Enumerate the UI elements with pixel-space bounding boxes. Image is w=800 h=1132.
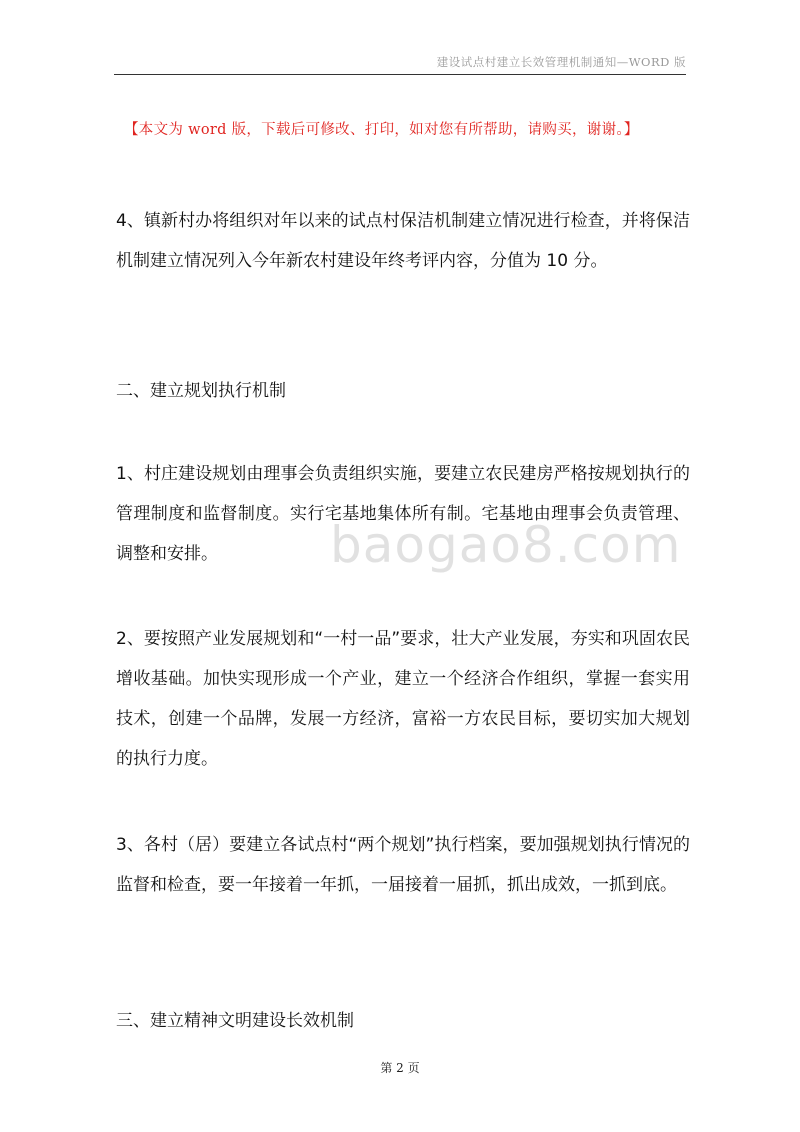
- page-number: 第 2 页: [380, 1061, 420, 1075]
- paragraph-industry-development: 2、要按照产业发展规划和“一村一品”要求，壮大产业发展，夯实和巩固农民增收基础。加快实现形成一个产业，建立一个经济合作组织，掌握一套实用技术，创建一个品牌，发展一方经济，富裕一方农民目标，要切实加大规划的执行力度。: [116, 629, 690, 769]
- page-header: [114, 52, 686, 75]
- header-title: 建设试点村建立长效管理机制通知—WORD 版: [436, 55, 686, 69]
- watermark: baogao8.com: [330, 516, 682, 574]
- download-notice: 【本文为 word 版，下载后可修改、打印，如对您有所帮助，请购买，谢谢。】: [124, 122, 639, 138]
- paragraph-cleaning-inspection: 4、镇新村办将组织对年以来的试点村保洁机制建立情况进行检查，并将保洁机制建立情况列入今年新农村建设年终考评内容，分值为 10 分。: [116, 211, 690, 271]
- section-heading-civilization: 三、建立精神文明建设长效机制: [116, 1011, 354, 1031]
- paragraph-planning-archives: 3、各村（居）要建立各试点村“两个规划”执行档案，要加强规划执行情况的监督和检查，要一年接着一年抓，一届接着一届抓，抓出成效，一抓到底。: [116, 835, 690, 895]
- paragraph-village-planning: 1、村庄建设规划由理事会负责组织实施，要建立农民建房严格按规划执行的管理制度和监督制度。实行宅基地集体所有制。宅基地由理事会负责管理、调整和安排。: [116, 464, 690, 564]
- section-heading-planning: 二、建立规划执行机制: [116, 381, 286, 401]
